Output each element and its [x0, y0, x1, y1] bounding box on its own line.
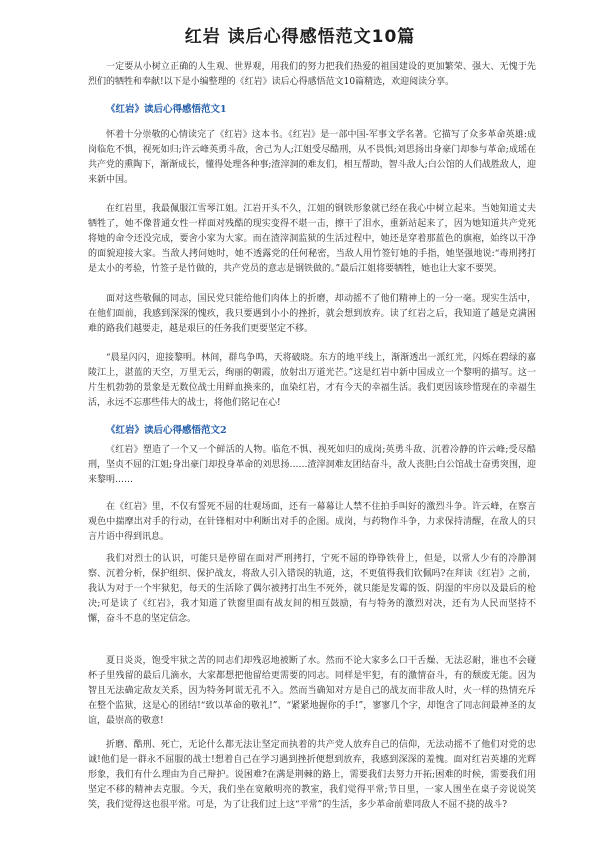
- paragraph: 夏日炎炎，饱受牢狱之苦的同志们却残忍地被断了水。然而不论大家多么口干舌燥、无法忍耐，谁也不会碰杯子里残留的最后几滴水，大家都想把他留给更需要的同志。同样是牢犯，有的激情奋斗，有的颓废无能。因为智且无法确定敌友关系，因为特务阿谎无孔不入。然而当确知对方是自己的战友而非敌人时，火一样的热情充斥在整个监狱，这是心的团结!“致以革命的敬礼!”、“紧紧地握你的手!”，寥寥几个字，却饱含了同志间最神圣的友谊，最崇高的敬意!: [88, 656, 536, 726]
- paragraph: 《红岩》塑造了一个又一个鲜活的人物。临危不惧、视死如归的成岗;英勇斗敌、沉着冷静的许云峰;受尽酷刑，坚贞不屈的江姐;身出豪门却投身革命的刘思扬……渣滓洞难友团结奋斗，敌人丧胆;白公馆战士奋勇突围，迎来黎明……: [88, 445, 536, 485]
- paragraph: 在红岩里，我最佩服江雪琴江姐。江岩开头不久，江姐的钢铁形象就已经在我心中树立起来。当她知道丈夫牺牲了，她不像普通女性一样面对残酷的现实变得不堪一击，擦干了泪水，重新站起来了，因为她知道共产党死将她的命令还没完成，要舍小家为大家。而在渣滓洞监狱的生活过程中，她还是穿着那蓝色的旗袍，始终以干净的面貌迎接大家。当敌人拷问她时，她不透露党的任何秘密，当敌人用竹签钉她的手指，她坚强地说:“毒刑拷打是太小的考验，竹签子是竹做的，共产党员的意志是钢铁做的。”最后江姐将要牺牲，她也让大家不要哭。: [88, 204, 536, 274]
- section-heading-1: 《红岩》读后心得感悟范文1: [106, 104, 227, 115]
- intro-paragraph: 一定要从小树立正确的人生观、世界观，用我们的努力把我们热爱的祖国建设的更加繁荣、强大、无愧于先烈们的牺牲和奉献!以下是小编整理的《红岩》读后心得感悟范文10篇精选，欢迎阅读分享。: [88, 62, 536, 87]
- page-title: 红岩 读后心得感悟范文10篇: [184, 27, 416, 47]
- paragraph: 在《红岩》里，不仅有誓死不屈的壮观场面，还有一幕幕让人禁不住拍手叫好的激烈斗争。许云峰，在察言观色中揣摩出对手的行动，在针锋相对中利断出对手的企图。成岗，与药物作斗争，力求保持清醒，在敌人的只言片语中得到讯息。: [88, 502, 536, 542]
- paragraph: 我们对烈士的认识，可能只是停留在面对严刑拷打，宁死不屈的铮铮铁骨上，但是，以常人少有的冷静洞察、沉着分析，保护组织、保护战友，将敌人引入错误的轨道，这，不更值得我们钦佩吗?在拜读《红岩》之前，我认为对于一个牢狱犯，每天的生活除了偶尔被拷打出生不死外，就只能是发霉的饭、阴湿的牢房以及最后的枪决;可是读了《红岩》，我才知道了铁窗里面有战友间的相互鼓励，有与特务的激烈对决，还有为人民而坚持不懈，奋斗不息的坚定信念。: [88, 554, 536, 624]
- paragraph: 怀着十分崇敬的心情读完了《红岩》这本书。《红岩》是一部中国-军事文学名著。它描写了众多革命英雄:成岗临危不惧，视死如归;许云峰英勇斗敌，舍己为人;江姐受尽酷刑，从不畏惧;刘思扬出身豪门却参与革命;成瑶在共产党的熏陶下，渐渐成长，懂得处理各种事;渣滓洞的难友们，相互帮助，智斗敌人;白公馆的人们战胜敌人，迎来新中国。: [88, 130, 536, 185]
- section-heading-2: 《红岩》读后心得感悟范文2: [106, 425, 227, 436]
- paragraph: 折磨、酷刑、死亡，无论什么都无法让坚定而执着的共产党人放弃自己的信仰，无法动摇不了他们对党的忠诚!他们是一群永不屈服的战士!想着自己在学习遇到挫折便想到放弃，我感到深深的羞愧。面对红岩英雄的光辉形象，我们有什么理由为自己辩护。说困难?在满是荆棘的路上，需要我们去努力开拓;困难的时候，需要我们用坚定不移的精神去克服。今天，我们坐在宽敞明亮的教室，我们觉得平常;节日里，一家人围坐在桌子旁说说笑笑，我们觉得这也很平常。可是，为了让我们过上这“平常”的生活，多少革命前辈同敌人不屈不挠的战斗?: [88, 740, 536, 810]
- paragraph: “晨星闪闪，迎接黎明。林间，群鸟争鸣，天将破晓。东方的地平线上，渐渐透出一派红光，闪烁在碧绿的嘉陵江上，湛蓝的天空，万里无云，绚丽的朝霞，放射出万道光芒。”这是红岩中新中国成立一个黎明的描写。这一片生机勃勃的景象是无数位战士用鲜血换来的，血染红岩，才有今天的幸福生活。我们更因该珍惜现在的幸福生活，永远不忘那些伟大的战士，将他们铭记在心!: [88, 353, 536, 408]
- paragraph: 面对这些敬佩的同志，国民党只能给他们肉体上的折磨，却动摇不了他们精神上的一分一毫。现实生活中，在他们面前，我感到深深的愧疚，我只要遇到小小的挫折，就会想到放弃。读了红岩之后，我知道了越是克满困难的路我们越要走，越是艰巨的任务我们更要坚定不移。: [88, 294, 536, 334]
